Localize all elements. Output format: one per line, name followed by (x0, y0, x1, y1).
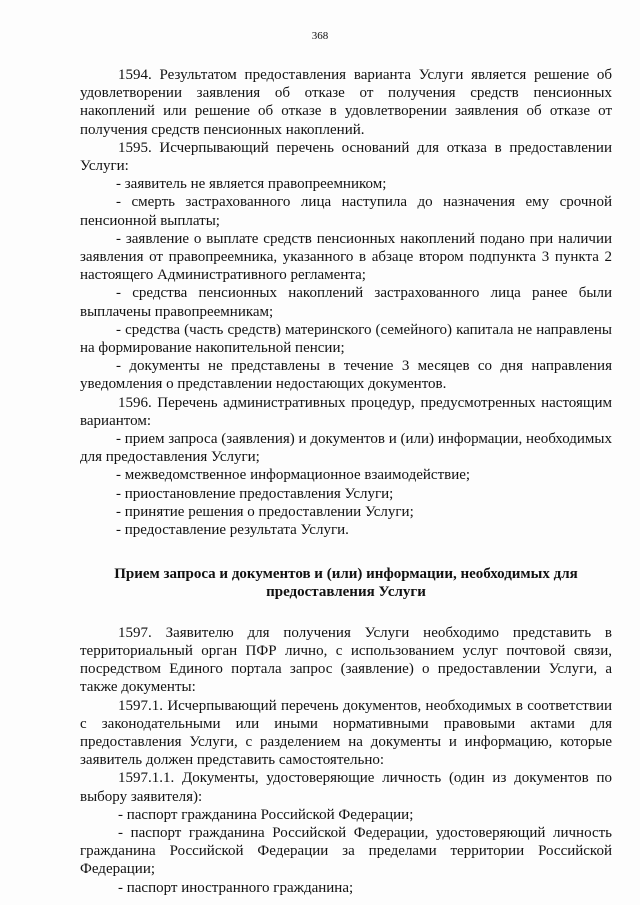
paragraph-1597: 1597. Заявителю для получения Услуги необходимо представить в территориальный орган ПФР лично, с использованием услуг почтовой связи, посредством Единого портала запрос (заявление) о предоставлении Услуги, а также документы: (80, 624, 612, 696)
list-item: - приостановление предоставления Услуги; (116, 485, 394, 502)
paragraph-1597-1-1: 1597.1.1. Документы, удостоверяющие личность (один из документов по выбору заявителя): (80, 770, 612, 805)
list-item: - прием запроса (заявления) и документов и (или) информации, необходимых для предоставления Услуги; (80, 431, 612, 466)
document-body (80, 66, 612, 897)
list-item: - принятие решения о предоставлении Услуги; (116, 503, 414, 520)
list-item: - средства пенсионных накоплений застрахованного лица ранее были выплачены правопреемникам; (80, 285, 612, 320)
list-item: - предоставление результата Услуги. (116, 522, 349, 539)
paragraph-1595: 1595. Исчерпывающий перечень оснований для отказа в предоставлении Услуги: (80, 139, 612, 175)
paragraph-1597-1: 1597.1. Исчерпывающий перечень документов, необходимых в соответствии с законодательными или иными нормативными правовыми актами для предоставления Услуги, с разделением на документы и информацию, которые заявитель должен представить самостоятельно: (80, 697, 612, 769)
list-item: - паспорт иностранного гражданина; (118, 879, 354, 896)
list-item: - документы не представлены в течение 3 месяцев со дня направления уведомления о представлении недостающих документов. (80, 358, 612, 393)
list-item: - межведомственное информационное взаимодействие; (116, 467, 471, 484)
list-item: - смерть застрахованного лица наступила до назначения ему срочной пенсионной выплаты; (80, 194, 612, 229)
section-heading: Прием запроса и документов и (или) информации, необходимых для предоставления Услуги (114, 566, 578, 601)
paragraph-1594: 1594. Результатом предоставления варианта Услуги является решение об удовлетворении заявления об отказе от получения средств пенсионных накоплений или решение об отказе в удовлетворении заявления об отказе от получения средств пенсионных накоплений. (80, 67, 612, 138)
list-item: - заявитель не является правопреемником; (116, 176, 387, 193)
paragraph-1596: 1596. Перечень административных процедур, предусмотренных настоящим вариантом: (80, 394, 612, 429)
list-item: - паспорт гражданина Российской Федерации, удостоверяющий личность гражданина Российской Федерации за пределами территории Российской Федерации; (80, 824, 612, 878)
list-item: - заявление о выплате средств пенсионных накоплений подано при наличии заявления от правопреемника, указанного в абзаце втором подпункта 3 пункта 2 настоящего Административного регламента; (80, 230, 612, 284)
list-item: - паспорт гражданина Российской Федерации; (118, 806, 414, 823)
page-number: 368 (311, 30, 329, 42)
list-item: - средства (часть средств) материнского (семейного) капитала не направлены на формирование накопительной пенсии; (80, 321, 612, 357)
